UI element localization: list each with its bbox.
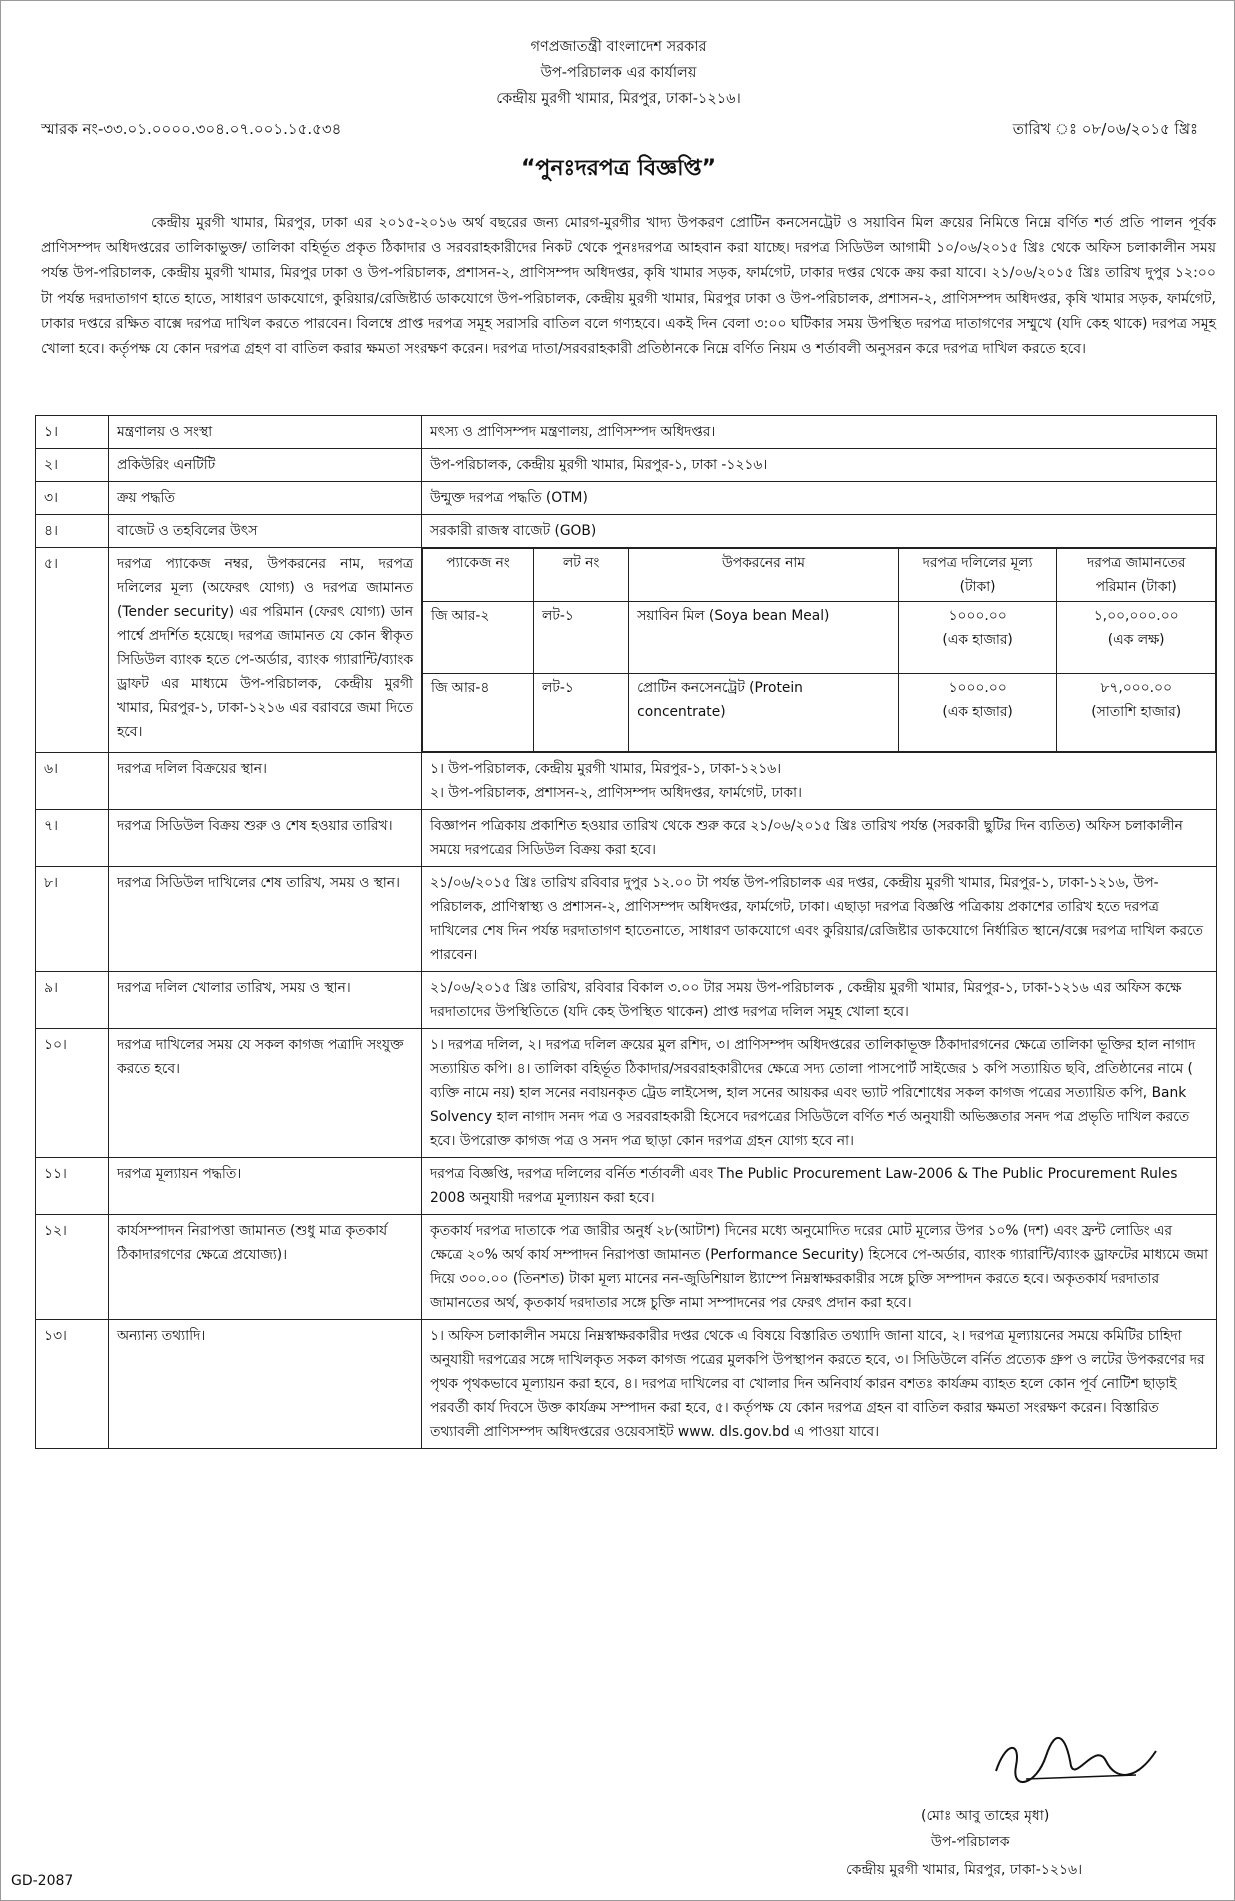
row-label: দরপত্র দলিল খোলার তারিখ, সময় ও স্থান। (109, 972, 422, 1029)
header-govt: গণপ্রজাতন্ত্রী বাংলাদেশ সরকার (530, 39, 707, 55)
row-label: প্রকিউরিং এনটিটি (109, 449, 422, 482)
conditions-table (35, 415, 1217, 1449)
row-value: ২১/০৬/২০১৫ খ্রিঃ তারিখ রবিবার দুপুর ১২.০০ টা পর্যন্ত উপ-পরিচালক এর দপ্তর, কেন্দ্রীয় মুরগী খামার, মিরপুর-১, ঢাকা-১২১৬, উপ-পরিচালক, প্রাণিস্বাস্থ্য ও প্রশাসন-২, প্রাণিসম্পদ অধিদপ্তর, ফার্মগেট, ঢাকা। এছাড়া দরপত্র বিজ্ঞপ্তি পত্রিকায় প্রকাশের তারিখ হতে দরপত্র দাখিলের শেষ দিন পর্যন্ত দরদাতাগণ হাতেনাতে, সাধারণ ডাকযোগে এবং কুরিয়ার/রেজিষ্টার ডাকযোগে নির্ধারিত স্থানে/বক্সে দরপত্র দাখিল করতে পারবেন। (422, 867, 1217, 972)
sale-location-1: ১। উপ-পরিচালক, কেন্দ্রীয় মুরগী খামার, মিরপুর-১, ঢাকা-১২১৬। (430, 761, 782, 777)
item-name: সয়াবিন মিল (Soya bean Meal) (629, 602, 899, 674)
security-col-header: দরপত্র জামানতের পরিমান (টাকা) (1057, 549, 1216, 602)
table-row (36, 810, 1217, 867)
intro-paragraph: কেন্দ্রীয় মুরগী খামার, মিরপুর, ঢাকা এর ২০১৫-২০১৬ অর্থ বছরের জন্য মোরগ-মুরগীর খাদ্য উপকরণ প্রোটিন কনসেনট্রেট ও সয়াবিন মিল ক্রয়ের নিমিত্তে নিম্নে বর্ণিত শর্ত প্রতি পালন পূর্বক প্রাণিসম্পদ অধিদপ্তরের তালিকাভুক্ত/ তালিকা বহির্ভূত প্রকৃত ঠিকাদার ও সরবরাহকারীদের নিকট থেকে পুনঃদরপত্র আহবান করা যাচ্ছে। দরপত্র সিডিউল আগামী ১০/০৬/২০১৫ খ্রিঃ থেকে অফিস চলাকালীন সময় পর্যন্ত উপ-পরিচালক, কেন্দ্রীয় মুরগী খামার, মিরপুর ঢাকা ও উপ-পরিচালক, প্রশাসন-২, প্রাণিসম্পদ অধিদপ্তর, কৃষি খামার সড়ক, ফার্মগেট, ঢাকার দপ্তর থেকে ক্রয় করা যাবে। ২১/০৬/২০১৫ খ্রিঃ তারিখ দুপুর ১২:০০ টা পর্যন্ত দরদাতাগণ হাতে হাতে, সাধারণ ডাকযোগে, কুরিয়ার/রেজিষ্টার্ড ডাকযোগে উপ-পরিচালক, কেন্দ্রীয় মুরগী খামার, মিরপুর ঢাকা ও উপ-পরিচালক, প্রশাসন-২, প্রাণিসম্পদ অধিদপ্তর, কৃষি খামার সড়ক, ফার্মগেট, ঢাকার দপ্তরে রক্ষিত বাক্সে দরপত্র দাখিল করতে পারবেন। বিলম্বে প্রাপ্ত দরপত্র সমূহ সরাসরি বাতিল বলে গণ্যহবে। একই দিন বেলা ৩:০০ ঘটিকার সময় উপস্থিত দরপত্র দাতাগণের সম্মুখে (যদি কেহ থাকে) দরপত্র সমূহ খোলা হবে। কর্তৃপক্ষ যে কোন দরপত্র গ্রহণ বা বাতিল করার ক্ষমতা সংরক্ষণ করেন। দরপত্র দাতা/সরবরাহকারী প্রতিষ্ঠানকে নিম্নে বর্ণিত নিয়ম ও শর্তাবলী অনুসরন করে দরপত্র দাখিল করতে হবে। (41, 215, 1216, 358)
row-label: ক্রয় পদ্ধতি (109, 482, 422, 515)
security-amount: ১,০০,০০০.০০ (1093, 608, 1179, 624)
security-in-words: (এক লক্ষ) (1107, 632, 1165, 648)
row-serial: ৮। (36, 867, 109, 972)
row-label: বাজেট ও তহবিলের উৎস (109, 515, 422, 548)
row-value: ২১/০৬/২০১৫ খ্রিঃ তারিখ, রবিবার বিকাল ৩.০০ টার সময় উপ-পরিচালক , কেন্দ্রীয় মুরগী খামার, মিরপুর-১, ঢাকা-১২১৬ এর অফিস কক্ষে দরদাতাদের উপস্থিতিতে (যদি কেহ উপস্থিত থাকেন) প্রাপ্ত দরপত্র দলিল সমূহ খোলা হবে। (422, 972, 1217, 1029)
row-serial: ১৩। (36, 1320, 109, 1449)
item-name: প্রোটিন কনসেনট্রেট (Protein concentrate) (629, 674, 899, 752)
tender-security (1057, 674, 1216, 752)
table-row (36, 753, 1217, 810)
document-price (898, 674, 1057, 752)
row-value: কৃতকার্য দরপত্র দাতাকে পত্র জারীর অনুর্ধ ২৮(আটাশ) দিনের মধ্যে অনুমোদিত দরের মোট মূল্যের উপর ১০% (দশ) এবং ফ্রন্ট লোডিং এর ক্ষেত্রে ২০% অর্থ কার্য সম্পাদন নিরাপত্তা জামানত (Performance Security) হিসেবে পে-অর্ডার, ব্যাংক গ্যারান্টি/ব্যাংক ড্রাফটের মাধ্যমে জমা দিয়ে ৩০০.০০ (তিনশত) টাকা মূল্য মানের নন-জুডিশিয়াল ষ্ট্যাম্পে নিম্নস্বাক্ষরকারীর সঙ্গে চুক্তি সম্পাদন করতে হবে। অকৃতকার্য দরদাতার জামানতের অর্থ, কৃতকার্য দরদাতার সঙ্গে চুক্তি নামা সম্পাদনের পর ফেরৎ প্রদান করা হবে। (422, 1215, 1217, 1320)
notice-title: “পুনঃদরপত্র বিজ্ঞপ্তি” (520, 156, 717, 181)
table-row (36, 449, 1217, 482)
row-value (422, 753, 1217, 810)
table-row-package (36, 548, 1217, 753)
row-label: দরপত্র মূল্যায়ন পদ্ধতি। (109, 1158, 422, 1215)
sale-location-2: ২। উপ-পরিচালক, প্রশাসন-২, প্রাণিসম্পদ অধিদপ্তর, ফার্মগেট, ঢাকা। (430, 785, 802, 801)
row-serial: ২। (36, 449, 109, 482)
row-serial: ১০। (36, 1029, 109, 1158)
package-col-header: প্যাকেজ নং (423, 549, 534, 602)
lot-col-header: লট নং (534, 549, 629, 602)
row-label: দরপত্র দাখিলের সময় যে সকল কাগজ পত্রাদি সংযুক্ত করতে হবে। (109, 1029, 422, 1158)
tender-security (1057, 602, 1216, 674)
memo-number: স্মারক নং-৩৩.০১.০০০০.৩০৪.০৭.০০১.১৫.৫৩৪ (41, 120, 342, 138)
signatory-address: কেন্দ্রীয় মুরগী খামার, মিরপুর, ঢাকা-১২১৬। (846, 1862, 1083, 1878)
table-row (36, 515, 1217, 548)
row-value: বিজ্ঞাপন পত্রিকায় প্রকাশিত হওয়ার তারিখ থেকে শুরু করে ২১/০৬/২০১৫ খ্রিঃ তারিখ পর্যন্ত (সরকারী ছুটির দিন ব্যতিত) অফিস চলাকালীন সময়ে দরপত্রের সিডিউল বিক্রয় করা হবে। (422, 810, 1217, 867)
price-amount: ১০০০.০০ (948, 680, 1007, 696)
row-label: দরপত্র দলিল বিক্রয়ের স্থান। (109, 753, 422, 810)
row-value: ১। দরপত্র দলিল, ২। দরপত্র দলিল ক্রয়ের মুল রশিদ, ৩। প্রাণিসম্পদ অধিদপ্তরের তালিকাভূক্ত ঠিকাদারগনের ক্ষেত্রে তালিকা ভূক্তির হাল নাগাদ সত্যায়িত কপি। ৪। তালিকা বহির্ভূত ঠিকাদার/সরবরাহকারীদের ক্ষেত্রে সদ্য তোলা পাসপোর্ট সাইজের ১ কপি সত্যায়িত ছবি, প্রতিষ্ঠানের নামে ( ব্যক্তি নামে নয়) হাল সনের নবায়নকৃত ট্রেড লাইসেন্স, হাল সনের আয়কর এবং ভ্যাট পরিশোধের সকল কাগজ পত্রের সত্যায়িত কপি, Bank Solvency হাল নাগাদ সনদ পত্র ও সরবরাহকারী হিসেবে দরপত্রের সিডিউলে বর্ণিত শর্ত অনুযায়ী অভিজ্ঞতার সনদ পত্র প্রভৃতি দাখিল করতে হবে। উপরোক্ত কাগজ পত্র ও সনদ পত্র ছাড়া কোন দরপত্র গ্রহন যোগ্য হবে না। (422, 1029, 1217, 1158)
table-row (36, 1320, 1217, 1449)
row-label: মন্ত্রণালয় ও সংস্থা (109, 416, 422, 449)
table-row (36, 416, 1217, 449)
table-row (36, 1215, 1217, 1320)
row-label: অন্যান্য তথ্যাদি। (109, 1320, 422, 1449)
package-header-row (423, 549, 1216, 602)
footer-code: GD-2087 (11, 1873, 74, 1889)
price-in-words: (এক হাজার) (942, 632, 1013, 648)
document-price (898, 602, 1057, 674)
row-label: কার্যসম্পাদন নিরাপত্তা জামানত (শুধু মাত্র কৃতকার্য ঠিকাদারগণের ক্ষেত্রে প্রযোজ্য)। (109, 1215, 422, 1320)
table-row (36, 1029, 1217, 1158)
row-serial: ৫। (36, 548, 109, 753)
row-label: দরপত্র সিডিউল বিক্রয় শুরু ও শেষ হওয়ার তারিখ। (109, 810, 422, 867)
row-serial: ১। (36, 416, 109, 449)
row-serial: ১২। (36, 1215, 109, 1320)
row-value: উপ-পরিচালক, কেন্দ্রীয় মুরগী খামার, মিরপুর-১, ঢাকা -১২১৬। (422, 449, 1217, 482)
row-serial: ৭। (36, 810, 109, 867)
row-value: মৎস্য ও প্রাণিসম্পদ মন্ত্রণালয়, প্রাণিসম্পদ অধিদপ্তর। (422, 416, 1217, 449)
security-in-words: (সাতাশি হাজার) (1091, 704, 1182, 720)
item-col-header: উপকরনের নাম (629, 549, 899, 602)
package-row (423, 674, 1216, 752)
row-value: উন্মুক্ত দরপত্র পদ্ধতি (OTM) (422, 482, 1217, 515)
row-value: দরপত্র বিজ্ঞপ্তি, দরপত্র দলিলের বর্নিত শর্তাবলী এবং The Public Procurement Law-2006 & The Public Procurement Rules 2008 অনুযায়ী দরপত্র মূল্যায়ন করা হবে। (422, 1158, 1217, 1215)
issue-date: তারিখ ঃ ০৮/০৬/২০১৫ খ্রিঃ (1012, 120, 1198, 138)
package-number: জি আর-২ (423, 602, 534, 674)
lot-number: লট-১ (534, 674, 629, 752)
table-row (36, 482, 1217, 515)
signatory-name: (মোঃ আবু তাহের মৃধা) (921, 1808, 1050, 1824)
header-office: উপ-পরিচালক এর কার্যালয় (540, 65, 697, 81)
package-table (422, 548, 1216, 752)
package-cell (422, 548, 1217, 753)
row-serial: ১১। (36, 1158, 109, 1215)
lot-number: লট-১ (534, 602, 629, 674)
row-serial: ৯। (36, 972, 109, 1029)
row-value: ১। অফিস চলাকালীন সময়ে নিম্নস্বাক্ষরকারীর দপ্তর থেকে এ বিষয়ে বিস্তারিত তথ্যাদি জানা যাবে, ২। দরপত্র মূল্যায়নের সময়ে কমিটির চাহিদা অনুযায়ী দরপত্রের সঙ্গে দাখিলকৃত সকল কাগজ পত্রের মুলকপি উপস্থাপন করতে হবে, ৩। সিডিউলে বর্নিত প্রত্যেক গ্রুপ ও লটের উপকরণের দর পৃথক পৃথকভাবে মূল্যায়ন করা হবে, ৪। দরপত্র দাখিলের বা খোলার দিন অনিবার্য কারন বশতঃ কার্যক্রম ব্যাহত হলে কোন পূর্ব নোটিশ ছাড়াই পরবর্তী কার্য দিবসে উক্ত কার্যক্রম সম্পাদন করা হবে, ৫। কর্তৃপক্ষ যে কোন দরপত্র গ্রহন বা বাতিল করার ক্ষমতা সংরক্ষণ করেন। বিস্তারিত তথ্যাবলী প্রাণিসম্পদ অধিদপ্তরের ওয়েবসাইট www. dls.gov.bd এ পাওয়া যাবে। (422, 1320, 1217, 1449)
package-row (423, 602, 1216, 674)
signature-scribble (986, 1731, 1166, 1791)
price-in-words: (এক হাজার) (942, 704, 1013, 720)
header-address: কেন্দ্রীয় মুরগী খামার, মিরপুর, ঢাকা-১২১৬। (496, 91, 741, 107)
row-value: সরকারী রাজস্ব বাজেট (GOB) (422, 515, 1217, 548)
table-row (36, 867, 1217, 972)
row-label: দরপত্র প্যাকেজ নম্বর, উপকরনের নাম, দরপত্র দলিলের মূল্য (অফেরৎ যোগ্য) ও দরপত্র জামানত (Tender security) এর পরিমান (ফেরৎ যোগ্য) ডান পার্শ্বে প্রদর্শিত হয়েছে। দরপত্র জামানত যে কোন স্বীকৃত সিডিউল ব্যাংক হতে পে-অর্ডার, ব্যাংক গ্যারান্টি/ব্যাংক ড্রাফট এর মাধ্যমে উপ-পরিচালক, কেন্দ্রীয় মুরগী খামার, মিরপুর-১, ঢাকা-১২১৬ এর বরাবরে জমা দিতে হবে। (109, 548, 422, 753)
price-col-header: দরপত্র দলিলের মূল্য (টাকা) (898, 549, 1057, 602)
table-row (36, 972, 1217, 1029)
table-row (36, 1158, 1217, 1215)
row-serial: ৩। (36, 482, 109, 515)
security-amount: ৮৭,০০০.০০ (1100, 680, 1172, 696)
row-serial: ৬। (36, 753, 109, 810)
package-number: জি আর-৪ (423, 674, 534, 752)
price-amount: ১০০০.০০ (948, 608, 1007, 624)
row-serial: ৪। (36, 515, 109, 548)
signatory-title: উপ-পরিচালক (931, 1834, 1010, 1850)
row-label: দরপত্র সিডিউল দাখিলের শেষ তারিখ, সময় ও স্থান। (109, 867, 422, 972)
